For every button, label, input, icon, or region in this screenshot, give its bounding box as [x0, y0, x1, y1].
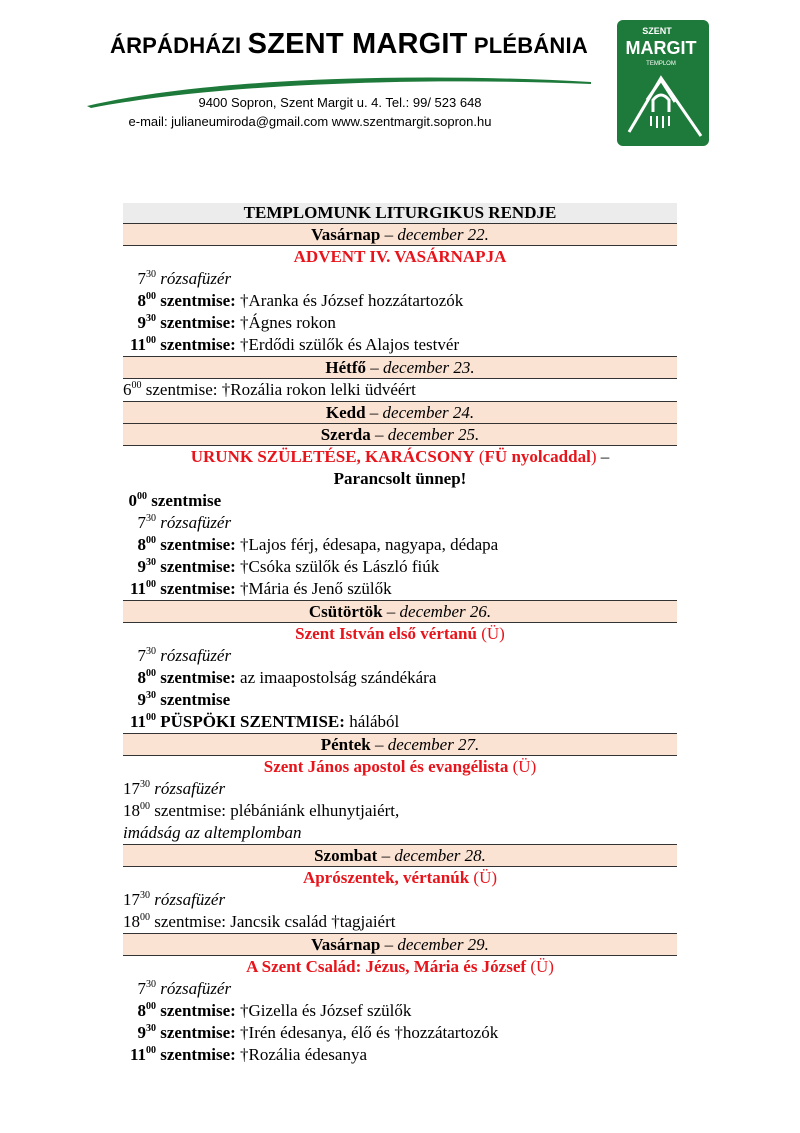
day-header: Hétfő – december 23. [123, 357, 677, 379]
service-row: $7^{30}$ rózsafüzér [137, 269, 232, 288]
service-row: $9^{30}$ szentmise: †Csóka szülők és László fiúk [137, 557, 440, 576]
title-pre: ÁRPÁDHÁZI [110, 33, 248, 58]
parish-title [110, 28, 588, 61]
service-row: $6^{00}$ szentmise: †Rozália rokon lelki üdvéért [123, 379, 677, 402]
service-note: imádság az altemplomban [123, 822, 677, 845]
service-row: $7^{30}$ rózsafüzér [137, 646, 232, 665]
feast-note: Parancsolt ünnep! [333, 469, 467, 488]
liturgical-schedule [123, 203, 677, 1066]
day-header: Vasárnap – december 29. [123, 934, 677, 956]
day-header: Csütörtök – december 26. [123, 601, 677, 623]
service-row: $11^{00}$ PÜSPÖKI SZENTMISE: hálából [123, 711, 677, 734]
service-row: $8^{00}$ szentmise: †Gizella és József szülők [137, 1001, 412, 1020]
feast-title: Aprószentek, vértanúk (Ü) [302, 868, 498, 887]
service-row: $0^{00}$ szentmise [128, 491, 222, 510]
day-header: Kedd – december 24. [123, 402, 677, 424]
service-row: $17^{30}$ rózsafüzér [123, 779, 226, 798]
service-row: $18^{00}$ szentmise: Jancsik család †tagjaiért [123, 911, 677, 934]
day-header: Szombat – december 28. [123, 845, 677, 867]
service-row: $11^{00}$ szentmise: †Mária és Jenő szülők [123, 578, 677, 601]
day-header: Vasárnap – december 22. [123, 224, 677, 246]
service-row: $7^{30}$ rózsafüzér [137, 513, 232, 532]
service-row: $18^{00}$ szentmise: plébániánk elhunytjaiért, [123, 801, 400, 820]
parish-contact: e-mail: julianeumiroda@gmail.com www.szentmargit.sopron.hu [128, 114, 492, 129]
parish-logo [617, 20, 709, 146]
parish-address: 9400 Sopron, Szent Margit u. 4. Tel.: 99/ 523 648 [198, 95, 482, 110]
service-row: $8^{00}$ szentmise: †Aranka és József hozzátartozók [137, 291, 464, 310]
feast-title: Szent István első vértanú (Ü) [295, 624, 505, 643]
day-header: Szerda – december 25. [123, 424, 677, 446]
logo-text-bottom: TEMPLOM [646, 61, 676, 67]
service-row: $8^{00}$ szentmise: az imaapostolság szándékára [137, 668, 437, 687]
schedule-title: TEMPLOMUNK LITURGIKUS RENDJE [123, 203, 677, 224]
feast-title: URUNK SZÜLETÉSE, KARÁCSONY (FÜ nyolcaddal) – [190, 447, 610, 466]
service-row: $7^{30}$ rózsafüzér [137, 979, 232, 998]
title-main: SZENT MARGIT [247, 28, 468, 60]
service-row: $9^{30}$ szentmise: †Irén édesanya, élő és †hozzátartozók [137, 1023, 499, 1042]
feast-title: Szent János apostol és evangélista (Ü) [263, 757, 537, 776]
logo-text-main: MARGIT [625, 38, 697, 58]
feast-title: A Szent Család: Jézus, Mária és József (Ü) [246, 957, 554, 976]
logo-text-top: SZENT [642, 26, 672, 36]
service-row: $9^{30}$ szentmise [137, 690, 231, 709]
title-post: PLÉBÁNIA [467, 33, 588, 58]
service-row: $17^{30}$ rózsafüzér [123, 890, 226, 909]
service-row: $11^{00}$ szentmise: †Rozália édesanya [129, 1045, 367, 1064]
service-row: $9^{30}$ szentmise: †Ágnes rokon [137, 313, 336, 332]
service-row: $8^{00}$ szentmise: †Lajos férj, édesapa, nagyapa, dédapa [137, 535, 499, 554]
feast-title: ADVENT IV. VASÁRNAPJA [293, 247, 507, 266]
day-header: Péntek – december 27. [123, 734, 677, 756]
service-row: $11^{00}$ szentmise: †Erdődi szülők és Alajos testvér [123, 334, 677, 357]
